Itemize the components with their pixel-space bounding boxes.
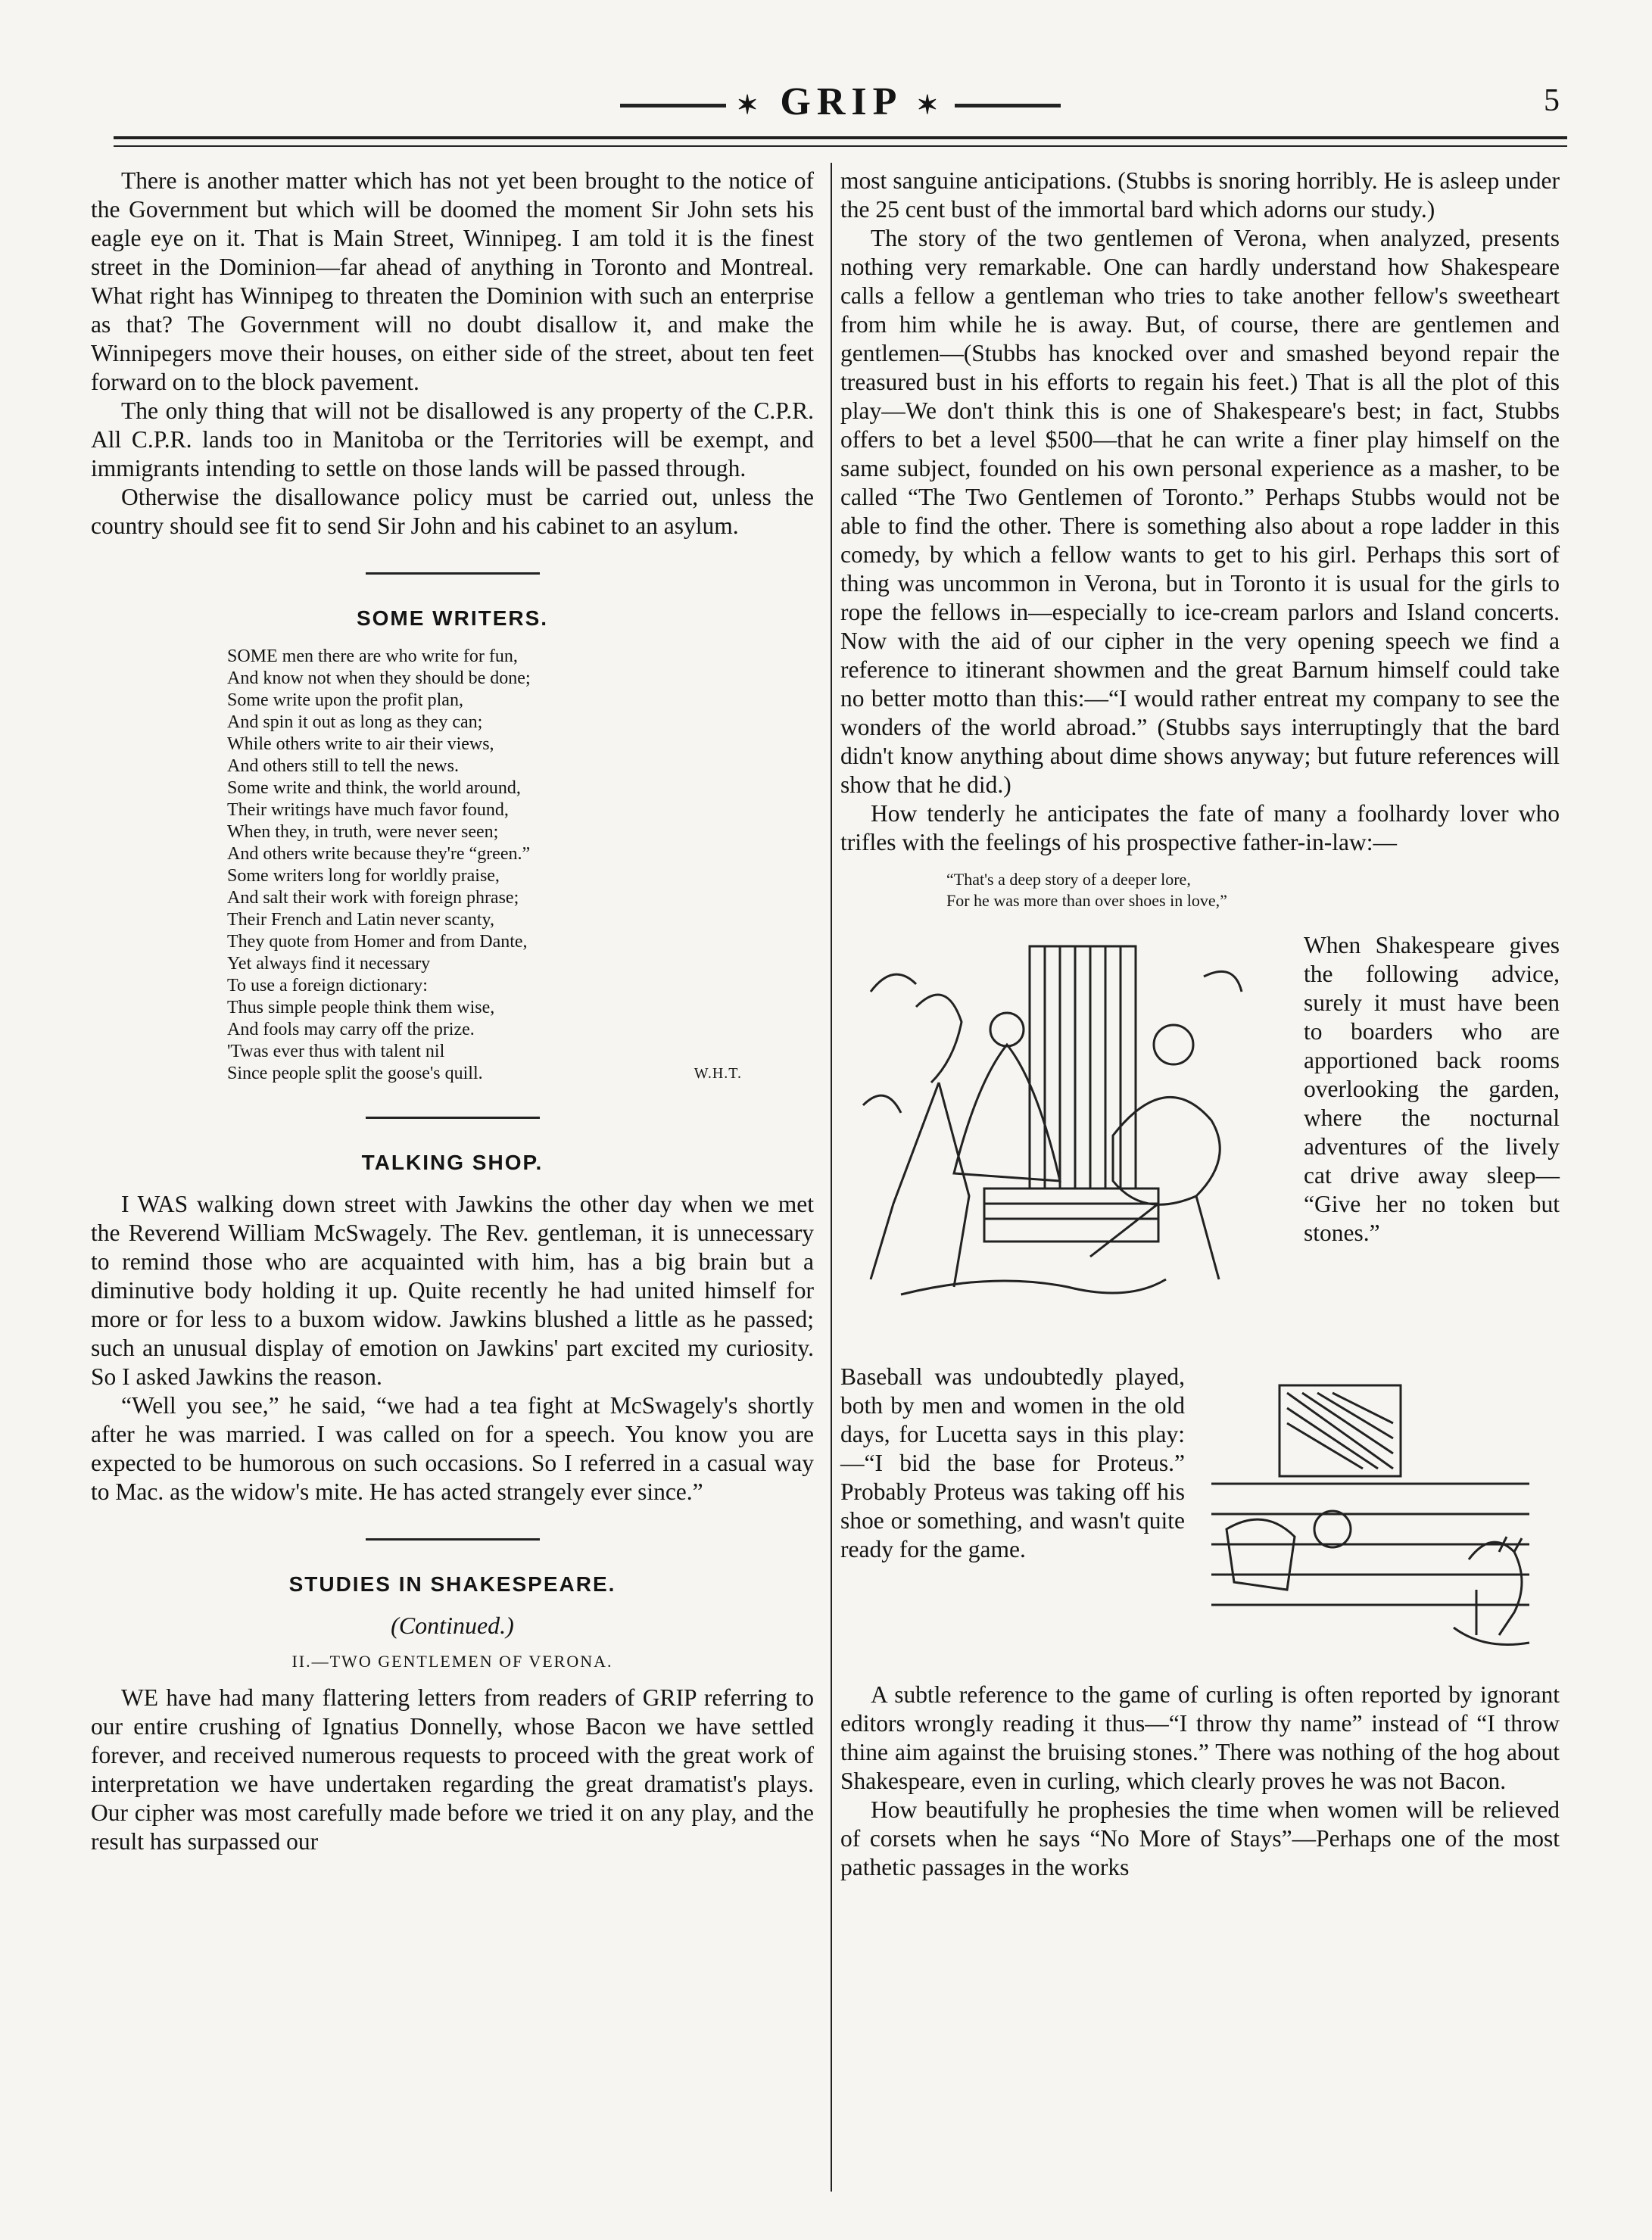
poem-line: Some write upon the profit plan, — [227, 690, 463, 710]
header-rule-thick — [114, 136, 1567, 139]
illustration-row — [840, 931, 1560, 1355]
section-divider — [366, 1538, 540, 1541]
poem-line: Their writings have much favor found, — [227, 800, 509, 820]
header-rule-thin — [114, 145, 1567, 147]
poem-line: Thus simple people think them wise, — [227, 998, 495, 1017]
page-header — [114, 72, 1567, 140]
poem-line: To use a foreign dictionary: — [227, 976, 428, 995]
section-part-title: II.—TWO GENTLEMEN OF VERONA. — [291, 1652, 613, 1671]
paragraph: most sanguine anticipations. (Stubbs is snoring horribly. He is asleep under the 25 cent bust of the immortal bard which adorns our study.) — [840, 167, 1560, 223]
poem-line: Some writers long for worldly praise, — [227, 866, 500, 886]
poem — [227, 646, 757, 1085]
paragraph: Baseball was undoubtedly played, both by men and women in the old days, for Lucetta says in this play:—“I bid the base for Proteus.” Probably Proteus was taking off his shoe or something, and wasn't quite ready for the game. — [840, 1363, 1185, 1562]
poem-line: Since people split the goose's quill. — [227, 1064, 483, 1083]
paragraph: The only thing that will not be disallowed is any property of the C.P.R. All C.P.R. lands too in Manitoba or the Territories will be exempt, and immigrants intending to settle on those lands will be passed through. — [91, 397, 814, 481]
paragraph: There is another matter which has not yet been brought to the notice of the Government but which will be doomed the moment Sir John sets his eagle eye on it. That is Main Street, Winnipeg. I am told it is the finest street in the Dominion—far ahead of anything in Toronto and Montreal. What right has Winnipeg to threaten the Dominion with such an enterprise as that? The Government will no doubt disallow it, and make the Winnipegers move their houses, on either side of the street, about ten feet forward on to the block pavement. — [91, 167, 814, 395]
section-title-some-writers: SOME WRITERS. — [356, 606, 549, 630]
poem-line: Some write and think, the world around, — [227, 778, 521, 798]
masthead-rule-right — [955, 104, 1061, 107]
paragraph: “Well you see,” he said, “we had a tea fight at McSwagely's shortly after he was married. I was called on for a speech. You know you are expected to be humorous on such occasions. So I referred in a casual way to Mac. as the widow's mite. He has acted strangely ever since.” — [91, 1392, 814, 1505]
poem-line: Their French and Latin never scanty, — [227, 910, 494, 930]
quotation — [946, 869, 1560, 911]
paragraph: Otherwise the disallowance policy must be carried out, unless the country should see fit to send Sir John and his cabinet to an asylum. — [91, 484, 814, 539]
illustration-caption-text: When Shakespeare gives the following advice, surely it must have been to boarders who are apportioned back rooms overlooking the garden, where the nocturnal adventures of the lively cat drive away sleep— “Give her no token but stones.” — [1304, 932, 1560, 1246]
poem-line: And know not when they should be done; — [227, 668, 531, 688]
quotation-line: “That's a deep story of a deeper lore, — [946, 870, 1191, 889]
star-ornament-left: ✶ — [736, 92, 765, 120]
poem-line: And fools may carry off the prize. — [227, 1020, 475, 1039]
paragraph: I WAS walking down street with Jawkins the other day when we met the Reverend William McSwagely. The Rev. gentleman, it is unnecessary to remind those who are acquainted with him, has a big brain but a diminutive body holding it up. Quite recently he had united himself for more or for less to a buxom widow. Jawkins blushed a little as he passed; such an unusual display of emotion on Jawkins' part excited my curiosity. So I asked Jawkins the reason. — [91, 1191, 814, 1390]
poem-line: 'Twas ever thus with talent nil — [227, 1042, 445, 1061]
poem-line: They quote from Homer and from Dante, — [227, 932, 528, 952]
right-column — [840, 167, 1560, 1882]
poem-line: When they, in truth, were never seen; — [227, 822, 499, 842]
masthead-rule-left — [620, 104, 726, 107]
section-divider — [366, 1117, 540, 1119]
poem-line: And salt their work with foreign phrase; — [227, 888, 519, 908]
woodcut-illustration-cat — [1196, 1363, 1552, 1665]
poem-line: And spin it out as long as they can; — [227, 712, 483, 732]
poem-line: Yet always find it necessary — [227, 954, 431, 974]
section-title-talking-shop: TALKING SHOP. — [361, 1151, 544, 1174]
poem-line: And others still to tell the news. — [227, 756, 459, 776]
masthead — [114, 79, 1567, 124]
paragraph: How tenderly he anticipates the fate of many a foolhardy lover who trifles with the feelings of his prospective father-in-law:— — [840, 800, 1560, 855]
paragraph: How beautifully he prophesies the time when women will be relieved of corsets when he says “No More of Stays”—Perhaps one of the most pathetic passages in the works — [840, 1796, 1560, 1880]
poem-signature: W.H.T. — [694, 1065, 742, 1082]
page-number: 5 — [1544, 83, 1560, 118]
illustration-row — [840, 1363, 1560, 1681]
paragraph: WE have had many flattering letters from readers of GRIP referring to our entire crushing of Ignatius Donnelly, whose Bacon we have settled forever, and received numerous requests to proceed with the great work of interpretation we have undertaken regarding the great dramatist's plays. Our cipher was most carefully made before we tried it on any play, and the result has surpassed our — [91, 1684, 814, 1855]
quotation-line: For he was more than over shoes in love,” — [946, 891, 1227, 910]
poem-line: While others write to air their views, — [227, 734, 494, 754]
section-title-studies-in-shakespeare: STUDIES IN SHAKESPEARE. — [288, 1572, 616, 1596]
masthead-title: GRIP — [780, 80, 901, 123]
poem-line: And others write because they're “green.” — [227, 844, 531, 864]
star-ornament-right: ✶ — [916, 92, 945, 120]
paragraph: A subtle reference to the game of curling is often reported by ignorant editors wrongly reading it thus—“I throw thy name” instead of “I throw thine aim against the bruising stones.” There was nothing of the hog about Shakespeare, even in curling, which clearly proves he was not Bacon. — [840, 1681, 1560, 1794]
section-subtitle: (Continued.) — [391, 1612, 514, 1639]
poem-line: SOME men there are who write for fun, — [227, 646, 518, 666]
woodcut-illustration-lovers — [840, 931, 1272, 1325]
paragraph: The story of the two gentlemen of Verona, when analyzed, presents nothing very remarkable. One can hardly understand how Shakespeare calls a fellow a gentleman who tries to take another fellow's sweetheart from him while he is away. But, of course, there are gentlemen and gentlemen—(Stubbs has knocked over and smashed beyond repair the treasured bust in his efforts to regain his feet.) That is all the plot of this play—We don't think this is one of Shakespeare's best; in fact, Stubbs offers to bet a level $500—that he can write a finer play himself on the same subject, founded on his own personal experience as a masher, to be called “The Two Gentlemen of Toronto.” Perhaps Stubbs would not be able to find the other. There is something also about a rope ladder in this comedy, by which a fellow wants to get to his girl. Perhaps this sort of thing was uncommon in Verona, but in Toronto it is usual for the girls to rope the fellows in—especially to ice-cream parlors and Island concerts. Now with the aid of our cipher in the very opening speech we find a reference to itinerant showmen and the great Barnum himself could take no better motto than this:—“I would rather entreat my company to see the wonders of the world abroad.” (Stubbs says interruptingly that the bard didn't know anything about dime shows anyway; but future references will show that he did.) — [840, 225, 1560, 798]
left-column — [91, 167, 814, 1856]
section-divider — [366, 572, 540, 575]
column-divider — [831, 163, 832, 2192]
